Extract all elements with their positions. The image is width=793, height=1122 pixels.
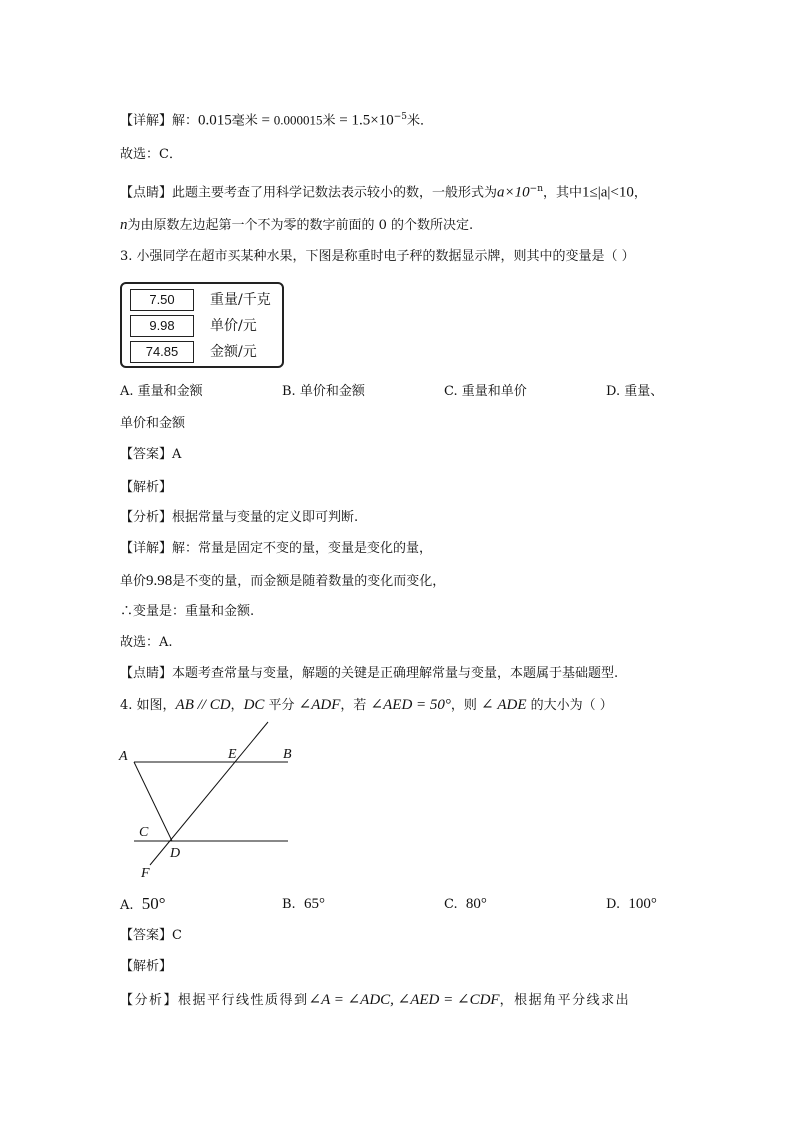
q3-detail-1: 【详解】解：常量是固定不变的量，变量是变化的量， [120, 541, 433, 556]
tip-range: 1≤|a|<10 [582, 184, 634, 201]
q4-option-b-value: 65° [303, 896, 325, 912]
q4-stem-end: 的大小为（ ） [526, 698, 613, 713]
q4-answer: 【答案】C [120, 928, 182, 943]
q4-option-d-letter: D. [606, 897, 621, 912]
tip-end: ， [633, 185, 647, 201]
q3-answer: 【答案】A [120, 447, 182, 462]
label-e: E [228, 747, 237, 762]
label-a: A [119, 749, 128, 764]
scale-price-unit: 单价/元 [210, 318, 257, 334]
label-d: D [170, 846, 181, 861]
q4-option-c-value: 80° [465, 896, 487, 912]
q4-option-c [444, 895, 487, 914]
q4-analysis: 【解析】 [120, 959, 173, 974]
tip-label: 【点睛】 [120, 185, 173, 201]
q4-stem-dc: DC [243, 697, 265, 713]
q4-stem-angle1: ∠ADF [298, 697, 341, 713]
eq-sign-2: = [335, 112, 352, 129]
q3-stem: 3. 小强同学在超市买某种水果，下图是称重时电子秤的数据显示牌，则其中的变量是（ ） [120, 249, 635, 264]
scale-amount-unit: 金额/元 [210, 344, 257, 360]
detail2-num: 9.98 [146, 573, 173, 589]
tip-mid: ，其中 [543, 185, 583, 201]
q4-stem-angle3: ∠ ADE [481, 697, 527, 713]
q4-option-b-letter: B. [282, 897, 296, 912]
q3-option-d: D. 重量、 [606, 384, 664, 399]
eq-b-unit: 米 [322, 113, 336, 129]
scale-amount-value: 74.85 [130, 341, 194, 363]
q3-option-a: A. 重量和金额 [120, 384, 203, 399]
q4-option-d [606, 895, 657, 914]
q4-stem-pre: 4. 如图， [120, 698, 176, 713]
q3-tip: 【点睛】本题考查常量与变量，解题的关键是正确理解常量与变量，本题属于基础题型. [120, 666, 619, 681]
prev-choice: 故选：C． [120, 147, 182, 162]
eq-b: 0.000015 [273, 112, 323, 128]
label-c: C [139, 825, 149, 840]
eq-a: 0.015 [198, 112, 232, 129]
q4-fenxi-formula: ∠A = ∠ADC, ∠AED = ∠CDF [308, 992, 500, 1008]
tip2-text: 为由原数左边起第一个不为零的数字前面的 0 的个数所决定. [127, 218, 474, 233]
q3-detail-3: ∴变量是：重量和金额. [120, 604, 255, 619]
eq-c-exp: −5 [393, 112, 407, 122]
q4-stem-bisect: 平分 [264, 698, 299, 713]
scale-weight-unit: 重量/千克 [210, 292, 271, 308]
detail2-post: 是不变的量，而金额是随着数量的变化而变化， [172, 574, 446, 589]
q4-fenxi-pre: 【分析】根据平行线性质得到 [120, 993, 309, 1008]
eq-a-unit: 毫米 [231, 113, 258, 129]
q3-choice: 故选：A. [120, 635, 173, 650]
q4-fenxi [120, 991, 630, 1010]
detail-label: 【详解】解： [120, 113, 199, 129]
tip2-n: n [120, 217, 128, 233]
q4-stem-if: ，若 [340, 698, 371, 713]
label-f: F [141, 866, 150, 881]
q4-option-a [120, 895, 166, 915]
q3-analysis: 【解析】 [120, 480, 173, 495]
q3-option-b: B. 单价和金额 [282, 384, 365, 399]
transversal-fe [150, 722, 268, 865]
tip-formula-exp: −n [529, 184, 543, 194]
eq-c-unit: 米． [406, 113, 433, 129]
q4-option-c-letter: C. [444, 897, 458, 912]
eq-c: 1.5×10 [351, 112, 394, 129]
q4-option-d-value: 100° [628, 896, 657, 912]
q3-fenxi: 【分析】根据常量与变量的定义即可判断. [120, 510, 359, 525]
q4-option-a-value: 50° [141, 894, 166, 913]
label-b: B [283, 747, 292, 762]
tip-formula: a×10 [497, 184, 530, 201]
q3-option-c: C. 重量和单价 [444, 384, 527, 399]
detail2-pre: 单价 [120, 574, 147, 589]
q4-fenxi-post: ，根据角平分线求出 [499, 993, 631, 1008]
q3-option-d-cont: 单价和金额 [120, 416, 186, 431]
q4-stem-then: ，则 [450, 698, 482, 713]
eq-sign-1: = [257, 112, 274, 129]
q4-option-b [282, 895, 325, 914]
q4-stem-sep: ， [230, 698, 244, 713]
q4-stem-ab: AB // CD [175, 697, 231, 713]
scale-weight-value: 7.50 [130, 289, 194, 311]
q4-option-a-letter: A. [120, 898, 134, 913]
scale-price-value: 9.98 [130, 315, 194, 337]
tip-text: 此题主要考查了用科学记数法表示较小的数，一般形式为 [172, 185, 498, 201]
q4-stem-angle2: ∠AED = 50° [370, 697, 451, 713]
